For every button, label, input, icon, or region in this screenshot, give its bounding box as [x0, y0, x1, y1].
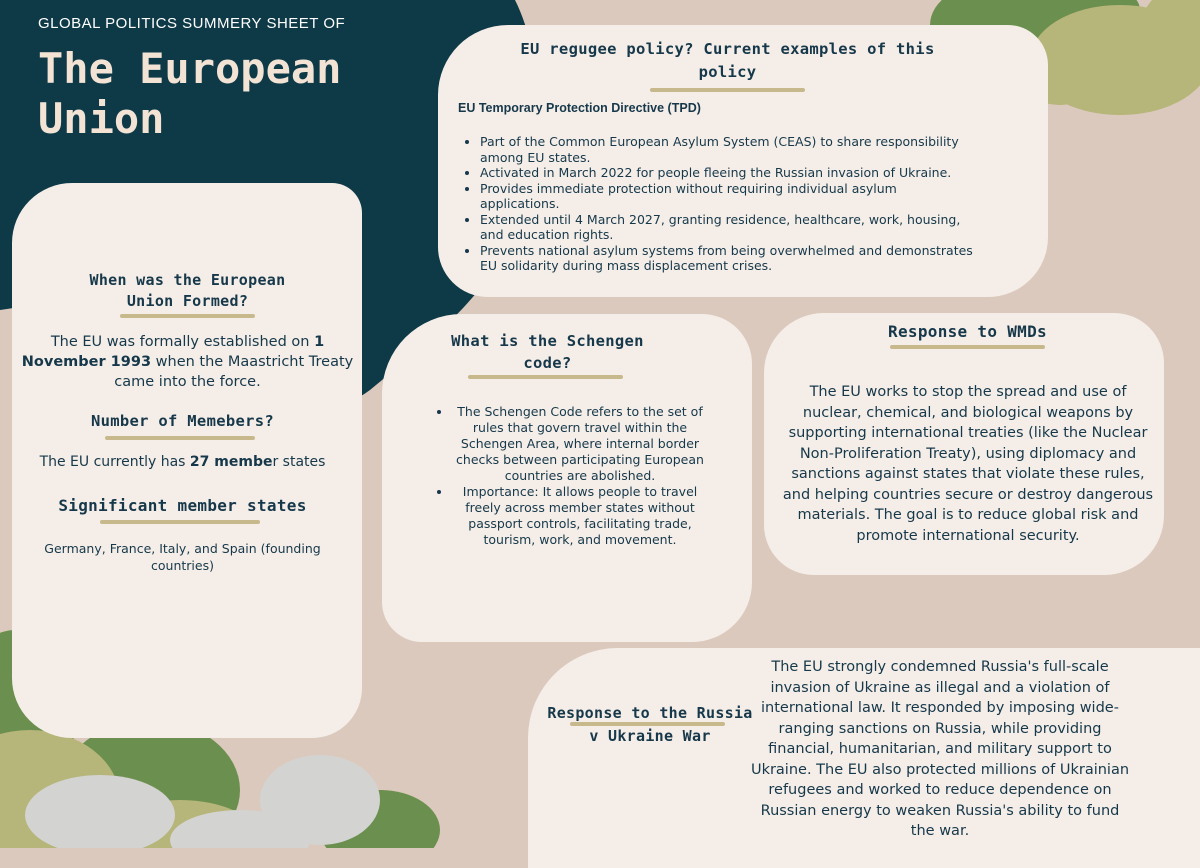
wmd-underline	[890, 345, 1045, 349]
formed-text: The EU was formally established on 1 November 1993 when the Maastricht Treaty came into the force.	[21, 334, 354, 390]
list-item: • Prevents national asylum systems from being overwhelmed and demonstrates EU solidarity during mass displacement crises.	[480, 243, 980, 274]
formed-heading: When was the European Union Formed?	[89, 271, 286, 310]
wmd-text: The EU works to stop the spread and use of nuclear, chemical, and biological weapons by supporting international treaties (like the Nuclear Non-Proliferation Treaty), using diplomacy and sanctions against states that violate these rules, and helping countries secure or destroy dangerous materials. The goal is to reduce global risk and promote international security.	[782, 384, 1154, 544]
list-item: • Importance: It allows people to travel freely across member states without passport controls, facilitating trade, tourism, work, and movement.	[452, 484, 708, 548]
sheet-subtitle: GLOBAL POLITICS SUMMERY SHEET OF	[38, 15, 346, 32]
russia-heading: Response to the Russia v Ukraine War	[547, 704, 753, 745]
refugee-subheading: EU Temporary Protection Directive (TPD)	[458, 101, 701, 115]
page-title-line2: Union	[38, 94, 165, 143]
wmd-heading: Response to WMDs	[888, 322, 1047, 341]
schengen-underline	[468, 375, 623, 379]
list-item: • Activated in March 2022 for people fleeing the Russian invasion of Ukraine.	[480, 165, 980, 181]
refugee-underline	[650, 88, 805, 92]
refugee-heading: EU regugee policy? Current examples of this policy	[520, 40, 935, 81]
schengen-heading: What is the Schengen code?	[451, 332, 644, 372]
refugee-bullets	[462, 134, 980, 274]
members-underline	[105, 436, 255, 440]
formed-underline	[120, 314, 255, 318]
members-text: The EU currently has 27 member states	[39, 454, 326, 470]
russia-text: The EU strongly condemned Russia's full-scale invasion of Ukraine as illegal and a violation of international law. It responded by imposing wide-ranging sanctions on Russia, while providing financial, humanitarian, and military support to Ukraine. The EU also protected millions of Ukrainian refugees and worked to reduce dependence on Russian energy to weaken Russia's ability to fund the war.	[750, 659, 1130, 839]
list-item: • Part of the Common European Asylum System (CEAS) to share responsibility among EU states.	[480, 134, 980, 165]
significant-heading: Significant member states	[58, 496, 307, 515]
list-item: • Provides immediate protection without requiring individual asylum applications.	[480, 181, 980, 212]
schengen-bullets	[434, 404, 708, 548]
significant-text: Germany, France, Italy, and Spain (founding countries)	[44, 541, 321, 573]
significant-underline	[100, 520, 260, 524]
page-title	[38, 44, 341, 144]
page-title-line1: The European	[38, 44, 342, 93]
list-item: • Extended until 4 March 2027, granting residence, healthcare, work, housing, and education rights.	[480, 212, 980, 243]
list-item: • The Schengen Code refers to the set of rules that govern travel within the Schengen Area, where internal border checks between participating European countries are abolished.	[452, 404, 708, 484]
russia-underline	[570, 722, 725, 726]
members-heading: Number of Memebers?	[90, 412, 274, 430]
